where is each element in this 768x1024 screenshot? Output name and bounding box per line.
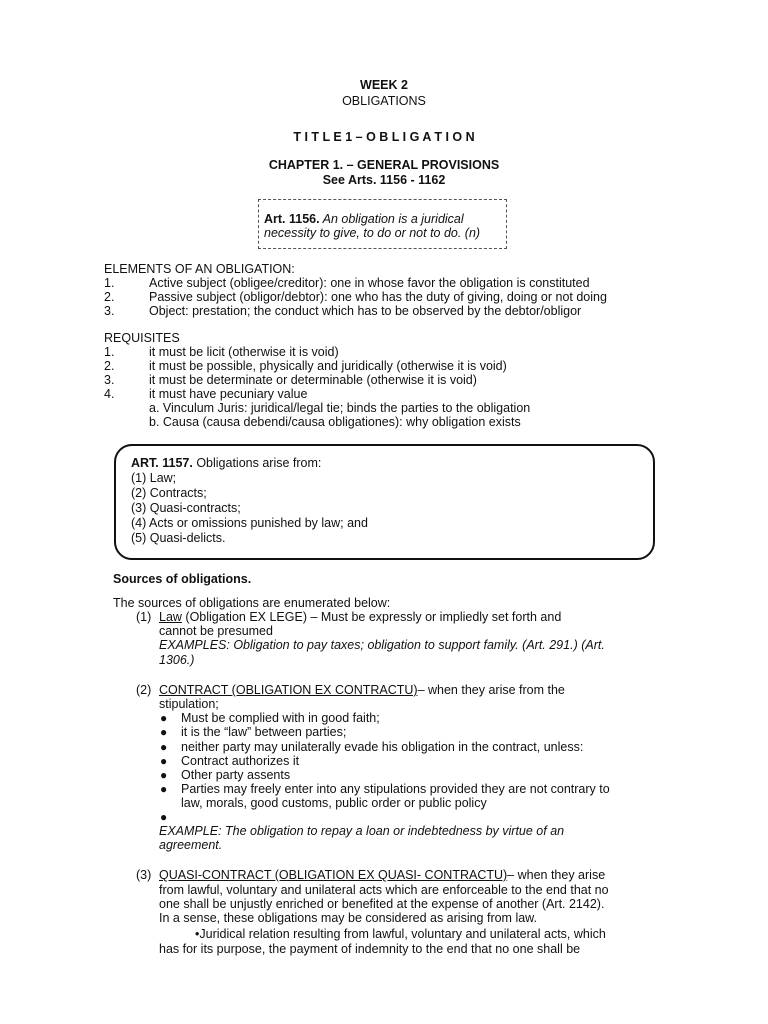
topic-heading: OBLIGATIONS xyxy=(342,94,426,108)
quasi-juridical2: has for its purpose, the payment of indemnity to the end that no one shall be xyxy=(159,942,581,956)
art-1157-item-5: (5) Quasi-delicts. xyxy=(131,531,226,545)
contract-num: (2) xyxy=(136,683,152,697)
bullet-icon: ● xyxy=(160,782,168,796)
requisites-sub-a: a. Vinculum Juris: juridical/legal tie; binds the parties to the obligation xyxy=(149,401,531,415)
contract-example1: EXAMPLE: The obligation to repay a loan or indebtedness by virtue of an xyxy=(159,824,565,838)
art-1156-label: Art. 1156. xyxy=(264,212,320,226)
contract-example2: agreement. xyxy=(159,838,223,852)
quasi-line2: from lawful, voluntary and unilateral acts which are enforceable to the end that no xyxy=(159,883,609,897)
law-example2: 1306.) xyxy=(159,653,195,667)
chapter-heading: CHAPTER 1. – GENERAL PROVISIONS xyxy=(268,158,500,172)
title-heading: T I T L E 1 – O B L I G A T I O N xyxy=(293,130,475,144)
requisites-num-2: 2. xyxy=(104,359,115,373)
see-arts-heading: See Arts. 1156 - 1162 xyxy=(322,173,446,187)
contract-bullet-4: Contract authorizes it xyxy=(181,754,300,768)
requisites-item-2: it must be possible, physically and juridically (otherwise it is void) xyxy=(149,359,507,373)
contract-line2: stipulation; xyxy=(159,697,219,711)
contract-bullet-2: it is the “law” between parties; xyxy=(181,725,347,739)
elements-num-1: 1. xyxy=(104,276,115,290)
sources-intro: The sources of obligations are enumerated below: xyxy=(113,596,391,610)
quasi-juridical1: •Juridical relation resulting from lawful, voluntary and unilateral acts, which xyxy=(195,927,606,941)
law-text1: (Obligation EX LEGE) – Must be expressly or impliedly set forth and xyxy=(181,610,562,624)
art-1157-item-4: (4) Acts or omissions punished by law; and xyxy=(131,516,368,530)
bullet-icon: ● xyxy=(160,810,168,824)
contract-title: CONTRACT (OBLIGATION EX CONTRACTU) xyxy=(159,683,418,697)
art-1156-line2: necessity to give, to do or not to do. (n) xyxy=(264,226,481,240)
quasi-line3: one shall be unjustly enriched or benefited at the expense of another (Art. 2142). xyxy=(159,897,605,911)
requisites-item-4: it must have pecuniary value xyxy=(149,387,308,401)
quasi-num: (3) xyxy=(136,868,152,882)
bullet-icon: ● xyxy=(160,754,168,768)
art-1156-text1: An obligation is a juridical xyxy=(319,212,464,226)
sources-heading: Sources of obligations. xyxy=(113,572,252,586)
week-heading: WEEK 2 xyxy=(360,78,408,92)
elements-num-3: 3. xyxy=(104,304,115,318)
contract-text1: – when they arise from the xyxy=(417,683,565,697)
law-example1: EXAMPLES: Obligation to pay taxes; obligation to support family. (Art. 291.) (Art. xyxy=(159,638,605,652)
elements-item-2: Passive subject (obligor/debtor): one who has the duty of giving, doing or not doing xyxy=(149,290,607,304)
art-1157-item-1: (1) Law; xyxy=(131,471,177,485)
law-line1 xyxy=(159,610,561,624)
elements-item-1: Active subject (obligee/creditor): one in whose favor the obligation is constituted xyxy=(149,276,590,290)
quasi-line4: In a sense, these obligations may be considered as arising from law. xyxy=(159,911,537,925)
contract-bullet-5: Other party assents xyxy=(181,768,291,782)
art-1157-intro-line xyxy=(131,456,321,470)
law-line2: cannot be presumed xyxy=(159,624,273,638)
quasi-line1 xyxy=(159,868,605,882)
quasi-title: QUASI-CONTRACT (OBLIGATION EX QUASI- CONTRACTU) xyxy=(159,868,508,882)
bullet-icon: ● xyxy=(160,711,168,725)
requisites-num-4: 4. xyxy=(104,387,115,401)
bullet-icon: ● xyxy=(160,725,168,739)
contract-bullet-6-cont: law, morals, good customs, public order or public policy xyxy=(181,796,487,810)
art-1157-intro: Obligations arise from: xyxy=(192,456,322,470)
requisites-item-1: it must be licit (otherwise it is void) xyxy=(149,345,339,359)
bullet-icon: ● xyxy=(160,768,168,782)
requisites-heading: REQUISITES xyxy=(104,331,180,345)
contract-bullet-3: neither party may unilaterally evade his obligation in the contract, unless: xyxy=(181,740,584,754)
art-1157-item-3: (3) Quasi-contracts; xyxy=(131,501,241,515)
requisites-item-3: it must be determinate or determinable (otherwise it is void) xyxy=(149,373,477,387)
elements-num-2: 2. xyxy=(104,290,115,304)
art-1157-item-2: (2) Contracts; xyxy=(131,486,207,500)
requisites-num-3: 3. xyxy=(104,373,115,387)
art-1157-label: ART. 1157. xyxy=(131,456,193,470)
art-1156-line1 xyxy=(264,212,464,226)
contract-bullet-1: Must be complied with in good faith; xyxy=(181,711,380,725)
contract-bullet-6: Parties may freely enter into any stipulations provided they are not contrary to xyxy=(181,782,610,796)
law-num: (1) xyxy=(136,610,152,624)
quasi-text1: – when they arise xyxy=(507,868,606,882)
requisites-sub-b: b. Causa (causa debendi/causa obligationes): why obligation exists xyxy=(149,415,521,429)
elements-heading: ELEMENTS OF AN OBLIGATION: xyxy=(104,262,295,276)
requisites-num-1: 1. xyxy=(104,345,115,359)
elements-item-3: Object: prestation; the conduct which has to be observed by the debtor/obligor xyxy=(149,304,582,318)
law-title: Law xyxy=(159,610,182,624)
contract-line1 xyxy=(159,683,565,697)
bullet-icon: ● xyxy=(160,740,168,754)
